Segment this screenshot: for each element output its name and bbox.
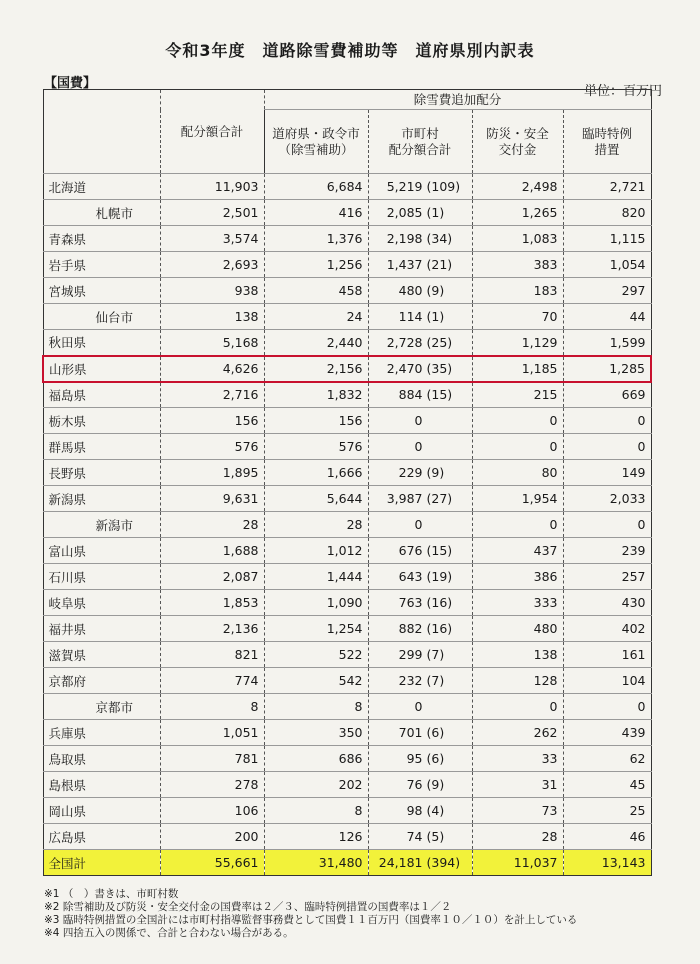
table-row xyxy=(43,200,651,226)
region-name: 福井県 xyxy=(43,616,160,642)
region-name: 島根県 xyxy=(43,772,160,798)
special-cell: 2,721 xyxy=(563,174,651,200)
region-name: 岩手県 xyxy=(43,252,160,278)
municipal-amount: 480 xyxy=(398,283,423,298)
allocation-total-cell: 28 xyxy=(160,512,264,538)
region-name: 滋賀県 xyxy=(43,642,160,668)
table-row xyxy=(43,850,651,876)
municipal-cell xyxy=(368,798,472,824)
special-cell: 0 xyxy=(563,434,651,460)
region-name: 宮城県 xyxy=(43,278,160,304)
table-row xyxy=(43,278,651,304)
table-row xyxy=(43,668,651,694)
municipal-amount: 763 xyxy=(398,595,423,610)
region-name: 鳥取県 xyxy=(43,746,160,772)
region-name: 福島県 xyxy=(43,382,160,408)
municipality-count: (27) xyxy=(426,491,453,506)
municipal-amount: 0 xyxy=(414,439,423,454)
special-cell: 239 xyxy=(563,538,651,564)
allocation-total-cell: 156 xyxy=(160,408,264,434)
municipal-cell xyxy=(368,382,472,408)
pref-city-cell: 542 xyxy=(264,668,368,694)
disaster-cell: 1,129 xyxy=(472,330,563,356)
region-name: 富山県 xyxy=(43,538,160,564)
table-row xyxy=(43,226,651,252)
region-name: 広島県 xyxy=(43,824,160,850)
region-name: 石川県 xyxy=(43,564,160,590)
allocation-total-cell: 278 xyxy=(160,772,264,798)
special-cell: 25 xyxy=(563,798,651,824)
municipality-count: (9) xyxy=(426,777,445,792)
pref-city-cell: 1,376 xyxy=(264,226,368,252)
pref-city-cell: 1,256 xyxy=(264,252,368,278)
municipal-cell xyxy=(368,200,472,226)
table-row xyxy=(43,694,651,720)
header-special: 臨時特例 措置 xyxy=(563,110,651,174)
municipal-cell xyxy=(368,304,472,330)
municipal-cell xyxy=(368,434,472,460)
header-allocation-total: 配分額合計 xyxy=(160,90,264,174)
allocation-total-cell: 4,626 xyxy=(160,356,264,382)
municipality-count: (1) xyxy=(426,205,445,220)
region-name: 札幌市 xyxy=(43,200,160,226)
table-row xyxy=(43,174,651,200)
unit-label: 単位：百万円 xyxy=(583,84,662,99)
municipality-count: (35) xyxy=(426,361,453,376)
allocation-total-cell: 8 xyxy=(160,694,264,720)
disaster-cell: 1,083 xyxy=(472,226,563,252)
table-row xyxy=(43,824,651,850)
municipality-count: (1) xyxy=(426,309,445,324)
header-disaster: 防災・安全 交付金 xyxy=(472,110,563,174)
municipality-count: (4) xyxy=(426,803,445,818)
footnote: ※2 除雪補助及び防災・安全交付金の国費率は２／３、臨時特例措置の国費率は１／２ xyxy=(44,901,452,913)
table-row xyxy=(43,720,651,746)
header-name xyxy=(43,90,160,174)
disaster-cell: 11,037 xyxy=(472,850,563,876)
municipal-amount: 114 xyxy=(398,309,423,324)
municipal-cell xyxy=(368,746,472,772)
municipal-cell xyxy=(368,512,472,538)
header-municipal: 市町村 配分額合計 xyxy=(368,110,472,174)
disaster-cell: 0 xyxy=(472,694,563,720)
special-cell: 1,115 xyxy=(563,226,651,252)
disaster-cell: 33 xyxy=(472,746,563,772)
region-name: 栃木県 xyxy=(43,408,160,434)
table-row xyxy=(43,616,651,642)
pref-city-cell: 28 xyxy=(264,512,368,538)
municipal-amount: 701 xyxy=(398,725,423,740)
region-name: 新潟県 xyxy=(43,486,160,512)
municipal-amount: 74 xyxy=(406,829,423,844)
allocation-total-cell: 106 xyxy=(160,798,264,824)
table-row xyxy=(43,590,651,616)
pref-city-cell: 1,012 xyxy=(264,538,368,564)
special-cell: 1,599 xyxy=(563,330,651,356)
disaster-cell: 437 xyxy=(472,538,563,564)
table-row xyxy=(43,382,651,408)
allocation-total-cell: 2,693 xyxy=(160,252,264,278)
footnote: ※1 （ ）書きは、市町村数 xyxy=(44,888,179,900)
pref-city-cell: 2,440 xyxy=(264,330,368,356)
municipality-count: (9) xyxy=(426,465,445,480)
footnote: ※3 臨時特例措置の全国計には市町村指導監督事務費として国費１１百万円（国費率１０／１０）を計上している xyxy=(44,914,578,926)
allocation-total-cell: 9,631 xyxy=(160,486,264,512)
region-name: 仙台市 xyxy=(43,304,160,330)
municipality-count: (16) xyxy=(426,595,453,610)
header-additional-group: 除雪費追加配分 xyxy=(264,90,651,110)
municipal-cell xyxy=(368,330,472,356)
municipal-amount: 0 xyxy=(414,517,423,532)
municipal-amount: 2,085 xyxy=(386,205,423,220)
footnotes xyxy=(44,888,577,940)
region-name: 青森県 xyxy=(43,226,160,252)
pref-city-cell: 156 xyxy=(264,408,368,434)
pref-city-cell: 416 xyxy=(264,200,368,226)
municipality-count: (7) xyxy=(426,647,445,662)
region-name: 兵庫県 xyxy=(43,720,160,746)
allocation-table xyxy=(42,89,652,876)
region-name: 山形県 xyxy=(43,356,160,382)
special-cell: 257 xyxy=(563,564,651,590)
pref-city-cell: 350 xyxy=(264,720,368,746)
pref-city-cell: 24 xyxy=(264,304,368,330)
special-cell: 0 xyxy=(563,694,651,720)
municipality-count: (15) xyxy=(426,543,453,558)
pref-city-cell: 686 xyxy=(264,746,368,772)
special-cell: 0 xyxy=(563,408,651,434)
municipal-cell xyxy=(368,720,472,746)
municipal-cell xyxy=(368,564,472,590)
municipal-amount: 98 xyxy=(406,803,423,818)
disaster-cell: 333 xyxy=(472,590,563,616)
municipal-cell xyxy=(368,408,472,434)
disaster-cell: 0 xyxy=(472,512,563,538)
municipal-cell xyxy=(368,226,472,252)
pref-city-cell: 1,254 xyxy=(264,616,368,642)
table-row xyxy=(43,330,651,356)
pref-city-cell: 1,444 xyxy=(264,564,368,590)
municipal-amount: 95 xyxy=(406,751,423,766)
allocation-total-cell: 1,688 xyxy=(160,538,264,564)
header-pref-city: 道府県・政令市 （除雪補助） xyxy=(264,110,368,174)
pref-city-cell: 8 xyxy=(264,694,368,720)
municipal-amount: 2,198 xyxy=(386,231,423,246)
table-row xyxy=(43,564,651,590)
disaster-cell: 1,954 xyxy=(472,486,563,512)
table-row xyxy=(43,434,651,460)
allocation-total-cell: 2,087 xyxy=(160,564,264,590)
special-cell: 1,285 xyxy=(563,356,651,382)
municipal-cell xyxy=(368,642,472,668)
municipal-cell xyxy=(368,252,472,278)
disaster-cell: 28 xyxy=(472,824,563,850)
municipality-count: (6) xyxy=(426,725,445,740)
municipal-amount: 2,470 xyxy=(386,361,423,376)
region-name: 京都府 xyxy=(43,668,160,694)
footnote: ※4 四捨五入の関係で、合計と合わない場合がある。 xyxy=(44,927,294,939)
allocation-total-cell: 576 xyxy=(160,434,264,460)
special-cell: 439 xyxy=(563,720,651,746)
table-row xyxy=(43,304,651,330)
municipal-cell xyxy=(368,174,472,200)
disaster-cell: 31 xyxy=(472,772,563,798)
allocation-total-cell: 1,895 xyxy=(160,460,264,486)
disaster-cell: 383 xyxy=(472,252,563,278)
municipal-amount: 76 xyxy=(406,777,423,792)
special-cell: 402 xyxy=(563,616,651,642)
special-cell: 104 xyxy=(563,668,651,694)
category-label: 【国費】 xyxy=(44,76,97,91)
allocation-total-cell: 2,501 xyxy=(160,200,264,226)
municipal-cell xyxy=(368,850,472,876)
allocation-total-cell: 11,903 xyxy=(160,174,264,200)
special-cell: 2,033 xyxy=(563,486,651,512)
municipal-amount: 1,437 xyxy=(386,257,423,272)
municipal-amount: 2,728 xyxy=(386,334,423,350)
pref-city-cell: 2,156 xyxy=(264,356,368,382)
disaster-cell: 480 xyxy=(472,616,563,642)
disaster-cell: 128 xyxy=(472,668,563,694)
pref-city-cell: 202 xyxy=(264,772,368,798)
pref-city-cell: 522 xyxy=(264,642,368,668)
special-cell: 44 xyxy=(563,304,651,330)
pref-city-cell: 1,666 xyxy=(264,460,368,486)
region-name: 新潟市 xyxy=(43,512,160,538)
municipal-amount: 24,181 xyxy=(378,855,423,870)
pref-city-cell: 5,644 xyxy=(264,486,368,512)
allocation-total-cell: 821 xyxy=(160,642,264,668)
table-row xyxy=(43,408,651,434)
municipal-cell xyxy=(368,824,472,850)
special-cell: 430 xyxy=(563,590,651,616)
municipal-cell xyxy=(368,278,472,304)
pref-city-cell: 8 xyxy=(264,798,368,824)
page-title: 令和3年度 道路除雪費補助等 道府県別内訳表 xyxy=(165,41,535,60)
special-cell: 297 xyxy=(563,278,651,304)
municipality-count: (5) xyxy=(426,829,445,844)
municipality-count: (25) xyxy=(426,334,453,350)
municipal-amount: 299 xyxy=(398,647,423,662)
disaster-cell: 0 xyxy=(472,408,563,434)
special-cell: 820 xyxy=(563,200,651,226)
municipal-amount: 232 xyxy=(398,673,423,688)
pref-city-cell: 126 xyxy=(264,824,368,850)
municipality-count: (7) xyxy=(426,673,445,688)
allocation-total-cell: 1,853 xyxy=(160,590,264,616)
region-name: 群馬県 xyxy=(43,434,160,460)
table-row xyxy=(43,486,651,512)
municipality-count: (6) xyxy=(426,751,445,766)
allocation-total-cell: 138 xyxy=(160,304,264,330)
special-cell: 45 xyxy=(563,772,651,798)
municipal-cell xyxy=(368,590,472,616)
region-name: 岡山県 xyxy=(43,798,160,824)
disaster-cell: 1,265 xyxy=(472,200,563,226)
disaster-cell: 138 xyxy=(472,642,563,668)
allocation-total-cell: 781 xyxy=(160,746,264,772)
special-cell: 62 xyxy=(563,746,651,772)
table-body xyxy=(43,174,651,876)
municipal-amount: 676 xyxy=(398,543,423,558)
municipal-cell xyxy=(368,486,472,512)
allocation-total-cell: 3,574 xyxy=(160,226,264,252)
municipality-count: (16) xyxy=(426,621,453,636)
special-cell: 0 xyxy=(563,512,651,538)
disaster-cell: 73 xyxy=(472,798,563,824)
special-cell: 149 xyxy=(563,460,651,486)
municipal-cell xyxy=(368,460,472,486)
table-row xyxy=(43,252,651,278)
pref-city-cell: 1,090 xyxy=(264,590,368,616)
municipal-cell xyxy=(368,668,472,694)
allocation-total-cell: 5,168 xyxy=(160,330,264,356)
municipal-amount: 229 xyxy=(398,465,423,480)
pref-city-cell: 1,832 xyxy=(264,382,368,408)
municipal-amount: 884 xyxy=(398,387,423,403)
municipal-amount: 0 xyxy=(414,413,423,428)
municipality-count: (34) xyxy=(426,231,453,246)
special-cell: 13,143 xyxy=(563,850,651,876)
municipality-count: (9) xyxy=(426,283,445,298)
disaster-cell: 2,498 xyxy=(472,174,563,200)
table-row xyxy=(43,538,651,564)
special-cell: 46 xyxy=(563,824,651,850)
allocation-total-cell: 774 xyxy=(160,668,264,694)
pref-city-cell: 31,480 xyxy=(264,850,368,876)
municipal-cell xyxy=(368,772,472,798)
table-row xyxy=(43,356,651,382)
disaster-cell: 183 xyxy=(472,278,563,304)
table-row xyxy=(43,512,651,538)
municipal-cell xyxy=(368,356,472,382)
region-name: 北海道 xyxy=(43,174,160,200)
municipality-count: (109) xyxy=(426,179,461,194)
municipal-amount: 5,219 xyxy=(386,179,423,194)
municipality-count: (19) xyxy=(426,569,453,584)
region-name: 長野県 xyxy=(43,460,160,486)
region-name: 全国計 xyxy=(43,850,160,876)
allocation-total-cell: 2,716 xyxy=(160,382,264,408)
disaster-cell: 0 xyxy=(472,434,563,460)
table-row xyxy=(43,772,651,798)
disaster-cell: 1,185 xyxy=(472,356,563,382)
disaster-cell: 386 xyxy=(472,564,563,590)
municipal-cell xyxy=(368,694,472,720)
special-cell: 669 xyxy=(563,382,651,408)
special-cell: 161 xyxy=(563,642,651,668)
table-row xyxy=(43,798,651,824)
municipality-count: (15) xyxy=(426,387,453,403)
municipal-amount: 0 xyxy=(414,699,423,714)
allocation-total-cell: 2,136 xyxy=(160,616,264,642)
special-cell: 1,054 xyxy=(563,252,651,278)
table-row xyxy=(43,460,651,486)
region-name: 秋田県 xyxy=(43,330,160,356)
pref-city-cell: 458 xyxy=(264,278,368,304)
disaster-cell: 80 xyxy=(472,460,563,486)
allocation-total-cell: 200 xyxy=(160,824,264,850)
table-row xyxy=(43,746,651,772)
municipal-cell xyxy=(368,538,472,564)
disaster-cell: 262 xyxy=(472,720,563,746)
municipality-count: (394) xyxy=(426,855,461,870)
municipal-cell xyxy=(368,616,472,642)
region-name: 岐阜県 xyxy=(43,590,160,616)
municipal-amount: 882 xyxy=(398,621,423,636)
municipal-amount: 643 xyxy=(398,569,423,584)
municipality-count: (21) xyxy=(426,257,453,272)
allocation-total-cell: 55,661 xyxy=(160,850,264,876)
disaster-cell: 70 xyxy=(472,304,563,330)
region-name: 京都市 xyxy=(43,694,160,720)
disaster-cell: 215 xyxy=(472,382,563,408)
pref-city-cell: 576 xyxy=(264,434,368,460)
municipal-amount: 3,987 xyxy=(386,491,423,506)
allocation-total-cell: 938 xyxy=(160,278,264,304)
allocation-total-cell: 1,051 xyxy=(160,720,264,746)
table-row xyxy=(43,642,651,668)
pref-city-cell: 6,684 xyxy=(264,174,368,200)
